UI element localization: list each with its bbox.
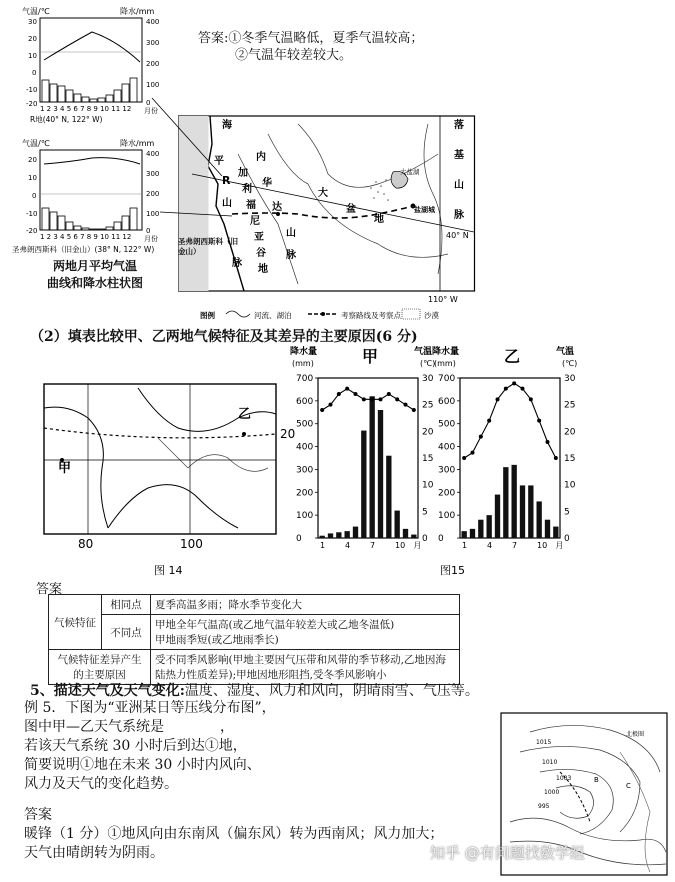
- sf-lt4: -20: [26, 227, 38, 235]
- cell-same: 相同点: [102, 595, 151, 615]
- lbl-basin2: 盆: [346, 204, 356, 215]
- x-tick-jia-4: 月: [413, 541, 422, 550]
- sf-city-label: 圣弗朗西斯科（旧金山）: [178, 237, 238, 256]
- precip-bar-yi-5: [495, 495, 500, 538]
- chart-title-yi: 乙: [504, 347, 521, 366]
- precip-bar-yi-7: [512, 465, 517, 538]
- precip-bar-jia-1: [320, 536, 325, 538]
- precip-bar-yi-3: [478, 520, 483, 538]
- r-rt3: 100: [146, 81, 160, 89]
- lbl-sea: 海: [222, 120, 232, 131]
- ylabel-right-yi: 气温: [556, 347, 575, 357]
- lbl-mtn2: 脉: [286, 250, 296, 261]
- x-tick-yi-4: 月: [555, 541, 564, 550]
- ans5-label: 答案: [24, 807, 52, 823]
- ans5-line2: 天气由晴朗转为阴雨。: [24, 845, 164, 861]
- ylabel-left-unit-yi: (mm): [434, 359, 456, 368]
- precip-bar-jia-2: [328, 533, 333, 538]
- x-tick-yi-3: 10: [537, 541, 548, 550]
- cell-reason-text-1: 受不同季风影响(甲地主要因气压带和风带的季节移动,乙地因海: [155, 654, 446, 666]
- fig15-caption: 图15: [440, 564, 465, 577]
- section5-heading-bold: 5、描述天气及天气变化:: [30, 683, 185, 699]
- precip-bar-jia-9: [386, 456, 391, 538]
- temp-point-jia-2: [329, 403, 333, 407]
- cell-same-text: 夏季高温多雨；降水季节变化大: [151, 595, 460, 615]
- ex-line1: 例 5．下图为“亚洲某日等压线分布图”，: [24, 700, 276, 716]
- right-tick-jia-2: 20: [422, 427, 434, 438]
- temp-point-yi-8: [521, 387, 525, 391]
- climate-charts-fig15: [290, 342, 580, 578]
- left-tick-yi-5: 200: [438, 488, 456, 499]
- pointer-lines: [0, 0, 675, 330]
- r-rt1: 300: [146, 39, 160, 47]
- top-answer-line2: ②气温年较差较大。: [235, 48, 353, 63]
- temp-point-jia-10: [395, 397, 399, 401]
- ylabel-right-unit-yi: (℃): [562, 359, 578, 368]
- south-asia-map-svg: [38, 378, 300, 576]
- left-tick-yi-1: 600: [438, 396, 456, 407]
- cell-diff: 不同点: [102, 615, 151, 650]
- lbl-sf1: 加: [238, 168, 248, 179]
- iso-1000: 1000: [544, 789, 560, 796]
- left-fig-caption-1: 两地月平均气温: [52, 259, 137, 273]
- precip-bar-yi-10: [537, 501, 542, 538]
- temp-point-yi-9: [529, 397, 533, 401]
- precip-bar-yi-4: [487, 515, 492, 538]
- r-rt4: 0: [146, 99, 151, 107]
- lbl-nevada3: 达: [272, 202, 282, 213]
- lbl-mtn-left: 山: [222, 198, 232, 209]
- left-tick-yi-6: 100: [438, 511, 456, 522]
- r-rt0: 400: [146, 18, 160, 26]
- precip-bar-yi-2: [470, 529, 475, 538]
- precip-bar-jia-8: [378, 410, 383, 538]
- asia-caption: 图 14: [154, 564, 183, 576]
- precip-bar-yi-9: [528, 485, 533, 538]
- left-tick-jia-4: 300: [296, 465, 314, 476]
- ylabel-left-yi: 降水量: [432, 347, 460, 357]
- r-lt5: -20: [26, 100, 38, 108]
- right-tick-jia-6: 0: [422, 534, 428, 544]
- sf-rt0: 400: [146, 150, 160, 158]
- top-answer-line1: ①冬季气温略低，夏季气温较高；: [228, 31, 424, 46]
- watermark: 知乎 @有问题找数学组: [430, 844, 585, 862]
- lbl-rocky3: 山: [454, 180, 464, 191]
- temp-point-yi-6: [504, 387, 508, 391]
- left-tick-jia-6: 100: [296, 511, 314, 522]
- lbl-mtn-left2: 脉: [232, 258, 242, 269]
- lbl-nevada2: 华: [262, 178, 272, 189]
- ans5-line1: 暖锋（1 分）①地风向由东南风（偏东风）转为西南风；风力加大；: [24, 826, 444, 842]
- answer5: [24, 806, 443, 863]
- lbl-sf3: 福: [246, 200, 256, 211]
- sf-rt2: 200: [146, 190, 160, 198]
- x-tick-yi-2: 7: [512, 541, 518, 550]
- r-lt4: -10: [26, 86, 38, 94]
- precip-bar-yi-12: [553, 527, 558, 538]
- precip-bar-yi-6: [503, 467, 508, 538]
- ex-line5: 风力及天气的变化趋势。: [24, 776, 178, 792]
- ex-line3: 若该天气系统 30 小时后到达①地，: [24, 738, 247, 754]
- sf-caption: 圣弗朗西斯科（旧金山）(38° N, 122° W): [12, 245, 155, 254]
- answer2-label: 答案: [36, 582, 63, 597]
- temp-point-jia-9: [387, 392, 391, 396]
- iso-1015: 1015: [536, 739, 552, 746]
- temp-point-yi-7: [512, 381, 516, 385]
- temp-point-jia-8: [379, 397, 383, 401]
- temp-point-jia-1: [320, 408, 324, 412]
- left-tick-yi-7: 0: [438, 534, 444, 544]
- right-tick-yi-5: 5: [564, 507, 570, 518]
- temp-point-jia-11: [404, 403, 408, 407]
- sf-month-label: 月份: [144, 235, 158, 243]
- right-tick-jia-0: 30: [422, 374, 434, 384]
- r-lt1: 20: [28, 35, 37, 43]
- sf-lt3: -10: [26, 210, 38, 218]
- x-tick-yi-1: 4: [487, 541, 493, 550]
- lbl-rocky1: 落: [454, 120, 464, 131]
- iso-c: C: [626, 782, 631, 790]
- x-tick-jia-1: 4: [345, 541, 351, 550]
- precip-bar-yi-8: [520, 485, 525, 538]
- right-tick-yi-2: 20: [564, 427, 576, 438]
- lbl-r: R: [222, 174, 231, 187]
- temp-line-yi: [464, 383, 556, 458]
- chart-title-jia: 甲: [362, 347, 379, 366]
- left-tick-yi-3: 400: [438, 442, 456, 453]
- ylabel-left-unit-jia: (mm): [292, 359, 314, 368]
- right-tick-yi-6: 0: [564, 534, 570, 544]
- sf-rt3: 100: [146, 210, 160, 218]
- x-tick-yi-0: 1: [462, 541, 468, 550]
- yi-frame: [460, 378, 560, 538]
- precip-bar-yi-1: [462, 531, 467, 538]
- temp-point-yi-4: [487, 419, 491, 423]
- iso-1003: 1003: [556, 775, 572, 782]
- asia-yi: 乙: [238, 407, 252, 422]
- iso-995: 995: [538, 803, 550, 810]
- precip-bar-jia-7: [370, 396, 375, 538]
- sf-lt2: 0: [32, 192, 37, 200]
- temp-line-jia: [322, 389, 414, 410]
- cell-reason-header: 气候特征差异产生的主要原因: [49, 650, 151, 685]
- r-lt3: 0: [32, 69, 37, 77]
- ylabel-right-jia: 气温: [414, 347, 433, 357]
- lbl-mtn1: 山: [286, 228, 296, 239]
- fig15-svg: [290, 342, 580, 578]
- x-tick-jia-3: 10: [395, 541, 406, 550]
- temp-point-jia-6: [362, 397, 366, 401]
- lbl-sf2: 利: [242, 184, 252, 195]
- legend-route: 考察路线及考察点: [341, 311, 401, 320]
- iso-1010: 1010: [542, 759, 558, 766]
- x-tick-jia-0: 1: [320, 541, 326, 550]
- answer2-table: [48, 594, 460, 685]
- right-tick-yi-1: 25: [564, 400, 576, 411]
- r-months: 1 2 3 4 5 6 7 8 9 10 11 12: [40, 105, 132, 113]
- temp-point-yi-10: [537, 419, 541, 423]
- temp-point-yi-2: [471, 451, 475, 455]
- precip-bar-yi-11: [545, 520, 550, 538]
- sf-rt1: 300: [146, 170, 160, 178]
- example5: [24, 699, 276, 794]
- sf-rt4: 0: [146, 227, 151, 235]
- right-tick-yi-0: 30: [564, 374, 576, 384]
- precip-bar-jia-11: [403, 529, 408, 538]
- precip-bar-jia-4: [345, 531, 350, 538]
- legend-river: 河流、湖泊: [254, 311, 292, 320]
- sf-months: 1 2 3 4 5 6 7 8 9 10 11 12: [40, 233, 132, 241]
- cell-feature: 气候特征: [49, 595, 102, 650]
- precip-bar-jia-10: [395, 511, 400, 538]
- temp-point-yi-3: [479, 435, 483, 439]
- lbl-ocean: 平: [214, 156, 224, 167]
- cell-diff-text-1: 甲地全年气温高(或乙地气温年较差大或乙地冬温低): [155, 619, 395, 631]
- temp-point-jia-12: [412, 408, 416, 412]
- r-lt2: 10: [28, 52, 37, 60]
- temp-point-jia-4: [345, 387, 349, 391]
- lbl-nevada1: 内: [256, 152, 266, 163]
- right-tick-yi-3: 15: [564, 454, 576, 464]
- cell-reason-text-2: 陆热力性质差异);甲地因地形阻挡,受冬季风影响小: [155, 669, 387, 681]
- right-tick-jia-4: 10: [422, 480, 434, 491]
- precip-bar-jia-6: [361, 431, 366, 538]
- r-ylabel-right: 降水/mm: [120, 7, 155, 16]
- lbl-basin1: 大: [318, 188, 328, 199]
- lbl-city: 盐湖城: [414, 206, 435, 214]
- left-tick-yi-2: 500: [438, 419, 456, 430]
- question-2: （2）填表比较甲、乙两地气候特征及其差异的主要原因(6 分): [30, 329, 418, 345]
- lbl-lon: 110° W: [428, 295, 458, 304]
- precip-bar-jia-5: [353, 527, 358, 538]
- asia-jia: 甲: [58, 461, 72, 476]
- temp-point-yi-11: [546, 440, 550, 444]
- legend-desert: 沙漠: [424, 311, 439, 320]
- left-tick-jia-7: 0: [296, 534, 302, 544]
- lbl-basin3: 地: [374, 214, 384, 225]
- r-month-label: 月份: [144, 107, 158, 115]
- sf-lt1: 10: [28, 174, 37, 182]
- asia-lon100: 100: [180, 537, 203, 551]
- r-ylabel-left: 气温/℃: [22, 7, 50, 16]
- r-rt2: 200: [146, 60, 160, 68]
- temp-point-jia-7: [370, 397, 374, 401]
- lbl-lake: 大盐湖: [400, 168, 420, 176]
- top-answer-label: 答案:: [198, 31, 229, 46]
- right-tick-yi-4: 10: [564, 480, 576, 491]
- iso-b: B: [594, 776, 599, 784]
- left-tick-yi-0: 700: [438, 374, 456, 384]
- left-tick-jia-2: 500: [296, 419, 314, 430]
- iso-arctic: 北极圈: [626, 731, 645, 738]
- temp-point-jia-3: [337, 392, 341, 396]
- sf-ylabel-right: 降水/mm: [120, 139, 155, 148]
- x-tick-jia-2: 7: [370, 541, 376, 550]
- left-fig-caption-2: 曲线和降水柱状图: [46, 276, 143, 290]
- left-tick-jia-3: 400: [296, 442, 314, 453]
- section5-heading-rest: 温度、湿度、风力和风向，阴晴雨雪、气压等。: [184, 683, 479, 699]
- lbl-sf4: 尼: [250, 216, 260, 227]
- ex-line2: 图中甲—乙天气系统是 ，: [24, 719, 234, 735]
- ylabel-left-jia: 降水量: [290, 347, 318, 357]
- temp-point-yi-12: [554, 456, 558, 460]
- asia-lon80: 80: [78, 537, 94, 551]
- ylabel-right-unit-jia: (℃): [420, 359, 436, 368]
- left-tick-jia-0: 700: [296, 374, 314, 384]
- lbl-sf7: 地: [258, 264, 268, 275]
- south-asia-map: [38, 378, 300, 576]
- lbl-sf6: 谷: [256, 248, 266, 259]
- answer-table: [48, 594, 460, 685]
- left-tick-yi-4: 300: [438, 465, 456, 476]
- asia-lat20: 20: [280, 427, 296, 441]
- lbl-rocky4: 脉: [454, 210, 464, 221]
- right-tick-jia-1: 25: [422, 400, 434, 411]
- temp-point-yi-5: [496, 397, 500, 401]
- sf-ylabel-left: 气温/℃: [22, 139, 50, 148]
- left-tick-jia-5: 200: [296, 488, 314, 499]
- section5-heading: [30, 680, 479, 700]
- precip-bar-jia-12: [411, 535, 416, 538]
- sf-lt0: 20: [28, 156, 37, 164]
- lbl-sf5: 亚: [254, 232, 264, 243]
- ex-line4: 简要说明①地在未来 30 小时内风向、: [24, 757, 261, 773]
- cell-diff-text: [151, 615, 460, 650]
- r-caption: R地(40° N, 122° W): [30, 115, 103, 124]
- left-tick-jia-1: 600: [296, 396, 314, 407]
- lbl-lat: 40° N: [446, 231, 469, 240]
- lbl-rocky2: 基: [454, 150, 464, 161]
- right-tick-jia-3: 15: [422, 454, 434, 464]
- right-tick-jia-5: 5: [422, 507, 428, 518]
- temp-point-jia-5: [354, 392, 358, 396]
- temp-point-yi-1: [462, 456, 466, 460]
- precip-bar-jia-3: [336, 532, 341, 538]
- r-lt0: 30: [28, 18, 37, 26]
- legend-title: 图例: [200, 311, 215, 320]
- cell-diff-text-2: 甲地雨季短(或乙地雨季长): [155, 634, 279, 646]
